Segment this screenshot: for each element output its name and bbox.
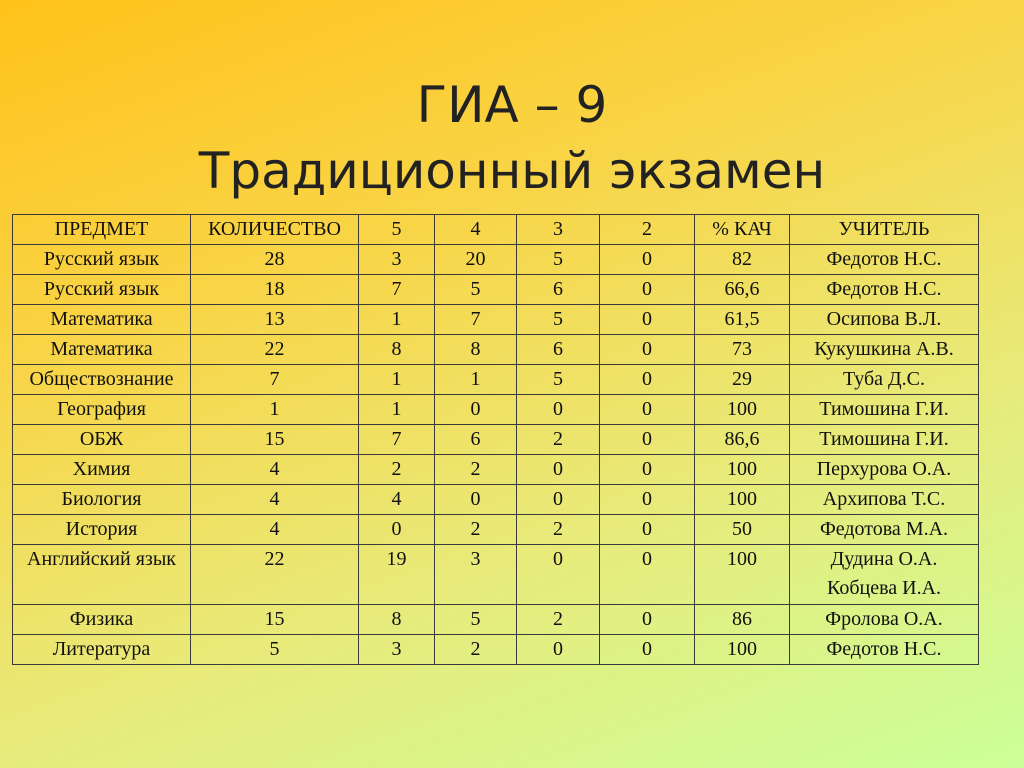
table-row — [13, 425, 979, 455]
teacher-cell: Осипова В.Л. — [790, 305, 979, 335]
grade-2-cell: 0 — [600, 425, 695, 455]
quality-cell: 29 — [695, 365, 790, 395]
quality-cell: 50 — [695, 515, 790, 545]
quality-cell: 86 — [695, 605, 790, 635]
grade-3-cell: 2 — [517, 605, 600, 635]
count-cell: 22 — [191, 335, 359, 365]
table-row — [13, 605, 979, 635]
header-grade-4: 4 — [435, 215, 517, 245]
grade-2-cell: 0 — [600, 485, 695, 515]
header-subject: ПРЕДМЕТ — [13, 215, 191, 245]
quality-cell: 100 — [695, 455, 790, 485]
grade-4-cell: 0 — [435, 395, 517, 425]
grade-4-cell: 3 — [435, 545, 517, 605]
grade-4-cell: 2 — [435, 635, 517, 665]
grade-3-cell: 6 — [517, 335, 600, 365]
subject-cell: История — [13, 515, 191, 545]
subject-cell: Химия — [13, 455, 191, 485]
slide-title — [0, 72, 1024, 204]
grade-2-cell: 0 — [600, 275, 695, 305]
grade-3-cell: 5 — [517, 365, 600, 395]
table-row — [13, 485, 979, 515]
teacher-cell: Федотова М.А. — [790, 515, 979, 545]
teacher-cell: Тимошина Г.И. — [790, 395, 979, 425]
table-row — [13, 365, 979, 395]
grade-5-cell: 19 — [359, 545, 435, 605]
grade-2-cell: 0 — [600, 365, 695, 395]
quality-cell: 66,6 — [695, 275, 790, 305]
grade-5-cell: 1 — [359, 305, 435, 335]
grade-3-cell: 0 — [517, 455, 600, 485]
grade-3-cell: 6 — [517, 275, 600, 305]
header-count: КОЛИЧЕСТВО — [191, 215, 359, 245]
grade-2-cell: 0 — [600, 515, 695, 545]
quality-cell: 61,5 — [695, 305, 790, 335]
grade-3-cell: 2 — [517, 425, 600, 455]
header-grade-3: 3 — [517, 215, 600, 245]
grade-3-cell: 0 — [517, 635, 600, 665]
count-cell: 22 — [191, 545, 359, 605]
grade-3-cell: 0 — [517, 545, 600, 605]
subject-cell: Физика — [13, 605, 191, 635]
count-cell: 7 — [191, 365, 359, 395]
grade-5-cell: 7 — [359, 425, 435, 455]
grade-2-cell: 0 — [600, 335, 695, 365]
grade-2-cell: 0 — [600, 305, 695, 335]
quality-cell: 86,6 — [695, 425, 790, 455]
count-cell: 18 — [191, 275, 359, 305]
grade-4-cell: 20 — [435, 245, 517, 275]
grade-4-cell: 0 — [435, 485, 517, 515]
table-row — [13, 455, 979, 485]
subject-cell: Русский язык — [13, 275, 191, 305]
grade-2-cell: 0 — [600, 455, 695, 485]
grade-2-cell: 0 — [600, 605, 695, 635]
grade-4-cell: 1 — [435, 365, 517, 395]
table-row — [13, 305, 979, 335]
results-table — [12, 214, 979, 665]
table-row — [13, 545, 979, 605]
subject-cell: ОБЖ — [13, 425, 191, 455]
teacher-cell: Федотов Н.С. — [790, 245, 979, 275]
grade-2-cell: 0 — [600, 635, 695, 665]
grade-5-cell: 3 — [359, 635, 435, 665]
table-row — [13, 395, 979, 425]
table-row — [13, 335, 979, 365]
subject-cell: Биология — [13, 485, 191, 515]
header-grade-5: 5 — [359, 215, 435, 245]
header-grade-2: 2 — [600, 215, 695, 245]
quality-cell: 82 — [695, 245, 790, 275]
quality-cell: 100 — [695, 545, 790, 605]
subject-cell: География — [13, 395, 191, 425]
quality-cell: 73 — [695, 335, 790, 365]
teacher-cell: Кукушкина А.В. — [790, 335, 979, 365]
table-row — [13, 635, 979, 665]
subject-cell: Литература — [13, 635, 191, 665]
grade-4-cell: 2 — [435, 515, 517, 545]
teacher-cell: Тимошина Г.И. — [790, 425, 979, 455]
teacher-cell: Федотов Н.С. — [790, 635, 979, 665]
subject-cell: Математика — [13, 335, 191, 365]
grade-3-cell: 5 — [517, 305, 600, 335]
grade-3-cell: 5 — [517, 245, 600, 275]
count-cell: 1 — [191, 395, 359, 425]
subject-cell: Обществознание — [13, 365, 191, 395]
grade-5-cell: 8 — [359, 335, 435, 365]
title-line-1: ГИА – 9 — [416, 76, 608, 134]
teacher-cell: Федотов Н.С. — [790, 275, 979, 305]
quality-cell: 100 — [695, 395, 790, 425]
grade-3-cell: 0 — [517, 395, 600, 425]
teacher-name-second: Кобцева И.А. — [826, 577, 942, 599]
grade-4-cell: 6 — [435, 425, 517, 455]
grade-4-cell: 7 — [435, 305, 517, 335]
teacher-cell: Фролова О.А. — [790, 605, 979, 635]
grade-5-cell: 2 — [359, 455, 435, 485]
grade-4-cell: 2 — [435, 455, 517, 485]
header-teacher: УЧИТЕЛЬ — [790, 215, 979, 245]
grade-3-cell: 0 — [517, 485, 600, 515]
grade-5-cell: 0 — [359, 515, 435, 545]
count-cell: 5 — [191, 635, 359, 665]
grade-5-cell: 8 — [359, 605, 435, 635]
count-cell: 4 — [191, 455, 359, 485]
subject-cell: Русский язык — [13, 245, 191, 275]
count-cell: 13 — [191, 305, 359, 335]
grade-5-cell: 1 — [359, 395, 435, 425]
teacher-cell: Перхурова О.А. — [790, 455, 979, 485]
header-quality: % КАЧ — [695, 215, 790, 245]
grade-5-cell: 4 — [359, 485, 435, 515]
count-cell: 28 — [191, 245, 359, 275]
header-row — [13, 215, 979, 245]
teacher-cell: Архипова Т.С. — [790, 485, 979, 515]
grade-4-cell: 5 — [435, 275, 517, 305]
count-cell: 15 — [191, 605, 359, 635]
count-cell: 15 — [191, 425, 359, 455]
title-line-2: Традиционный экзамен — [198, 142, 826, 200]
grade-3-cell: 2 — [517, 515, 600, 545]
grade-5-cell: 7 — [359, 275, 435, 305]
teacher-cell: Туба Д.С. — [790, 365, 979, 395]
grade-5-cell: 3 — [359, 245, 435, 275]
quality-cell: 100 — [695, 485, 790, 515]
subject-cell: Английский язык — [13, 545, 191, 605]
subject-cell: Математика — [13, 305, 191, 335]
grade-4-cell: 8 — [435, 335, 517, 365]
quality-cell: 100 — [695, 635, 790, 665]
grade-2-cell: 0 — [600, 545, 695, 605]
teacher-name: Дудина О.А. — [830, 548, 938, 570]
grade-2-cell: 0 — [600, 395, 695, 425]
table-row — [13, 275, 979, 305]
teacher-cell — [790, 545, 979, 605]
grade-2-cell: 0 — [600, 245, 695, 275]
table-row — [13, 515, 979, 545]
count-cell: 4 — [191, 515, 359, 545]
grade-5-cell: 1 — [359, 365, 435, 395]
count-cell: 4 — [191, 485, 359, 515]
grade-4-cell: 5 — [435, 605, 517, 635]
table-row — [13, 245, 979, 275]
